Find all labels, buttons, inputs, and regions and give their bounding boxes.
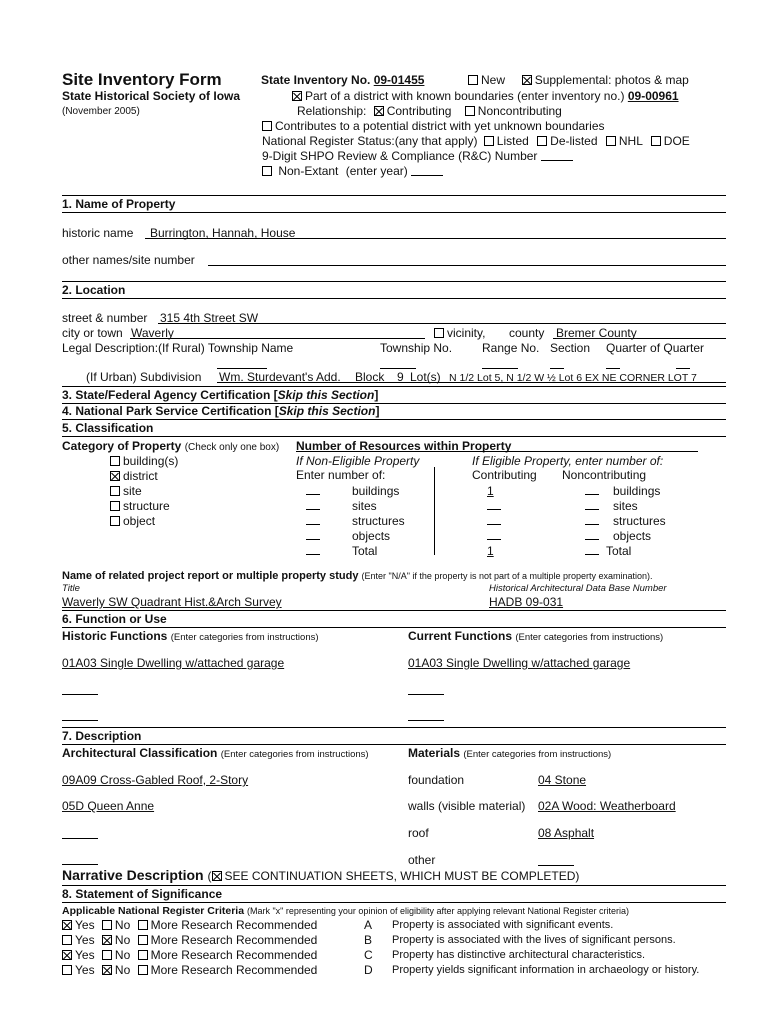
criterion-b-text: Property is associated with the lives of significant persons. (392, 934, 676, 946)
criterion-b-yes-checkbox[interactable] (62, 935, 72, 945)
historic-function-field-2[interactable] (62, 694, 98, 695)
other-material-label: other (408, 853, 436, 867)
criterion-b-row: Yes No More Research Recommended (62, 933, 317, 947)
enter-number-label: Enter number of: (296, 468, 386, 482)
criterion-d-no-checkbox[interactable] (102, 965, 112, 975)
shpo-row: 9-Digit SHPO Review & Compliance (R&C) Number (262, 149, 573, 163)
structure-checkbox[interactable] (110, 501, 120, 511)
township-name-field[interactable] (217, 368, 267, 369)
new-checkbox[interactable] (468, 75, 478, 85)
contributing-total-value[interactable]: 1 (487, 544, 494, 558)
other-names-label: other names/site number (62, 253, 195, 267)
noneligible-buildings-field[interactable] (306, 484, 320, 498)
nc-buildings-label: buildings (613, 484, 661, 498)
arch-class-value-2[interactable]: 05D Queen Anne (62, 799, 155, 813)
criterion-c-letter: C (364, 948, 373, 962)
township-no-label: Township No. (380, 341, 453, 355)
district-part-checkbox[interactable] (292, 91, 302, 101)
noneligible-label: If Non-Eligible Property (296, 454, 420, 468)
category-district[interactable]: district (110, 469, 158, 483)
district-checkbox[interactable] (110, 471, 120, 481)
criterion-c-more-checkbox[interactable] (138, 950, 148, 960)
delisted-checkbox[interactable] (537, 136, 547, 146)
nonextant-row: Non-Extant (enter year) (262, 164, 443, 178)
criterion-c-no-checkbox[interactable] (102, 950, 112, 960)
listed-checkbox[interactable] (484, 136, 494, 146)
district-number[interactable]: 09-00961 (627, 89, 679, 103)
historic-name-label: historic name (62, 226, 134, 240)
category-site[interactable]: site (110, 484, 142, 498)
block-value[interactable]: 9 (397, 370, 404, 384)
arch-class-field-3[interactable] (62, 838, 98, 839)
criterion-d-yes-checkbox[interactable] (62, 965, 72, 975)
contributing-objects-field[interactable] (487, 529, 501, 543)
nr-status-row: National Register Status:(any that apply) Listed De-listed NHL DOE (262, 134, 690, 148)
nc-total-label: Total (606, 544, 632, 558)
site-checkbox[interactable] (110, 486, 120, 496)
noncontributing-col-label: Noncontributing (562, 468, 647, 482)
urban-subdivision-label: (If Urban) Subdivision (86, 370, 202, 384)
foundation-label: foundation (408, 773, 465, 787)
walls-value[interactable]: 02A Wood: Weatherboard (538, 799, 676, 813)
form-date: (November 2005) (62, 106, 140, 117)
resources-heading: Number of Resources within Property (296, 439, 512, 453)
county-value[interactable]: Bremer County (556, 326, 637, 340)
resources-divider (434, 467, 435, 555)
criterion-a-yes-checkbox[interactable] (62, 920, 72, 930)
inventory-number-row (261, 73, 424, 87)
other-material-field[interactable] (538, 865, 574, 866)
street-value[interactable]: 315 4th Street SW (160, 311, 259, 325)
noncontrib-sites-field[interactable] (585, 499, 599, 513)
eligible-label: If Eligible Property, enter number of: (472, 454, 664, 468)
criterion-d-letter: D (364, 963, 373, 977)
related-title-value[interactable]: Waverly SW Quadrant Hist.&Arch Survey (62, 595, 282, 609)
criterion-b-more-checkbox[interactable] (138, 935, 148, 945)
quarter-field[interactable] (606, 368, 620, 369)
resource-buildings-label: buildings (352, 484, 400, 498)
walls-label: walls (visible material) (408, 799, 526, 813)
noncontrib-total-field[interactable] (585, 544, 599, 558)
noncontrib-buildings-field[interactable] (585, 484, 599, 498)
criterion-d-text: Property yields significant information in archaeology or history. (392, 964, 700, 976)
township-no-field[interactable] (380, 368, 416, 369)
criterion-a-letter: A (364, 918, 373, 932)
legal-description-label: Legal Description:(If Rural) Township Name (62, 341, 294, 355)
form-org: State Historical Society of Iowa (62, 89, 241, 103)
continuation-checkbox[interactable] (212, 871, 222, 881)
resource-sites-label: sites (352, 499, 377, 513)
historic-function-value[interactable]: 01A03 Single Dwelling w/attached garage (62, 656, 285, 670)
resource-objects-label: objects (352, 529, 391, 543)
building-checkbox[interactable] (110, 456, 120, 466)
quarter-label: Quarter of Quarter (606, 341, 705, 355)
section-5-header: 5. Classification (62, 420, 726, 437)
nc-objects-label: objects (613, 529, 652, 543)
resources-underline (296, 451, 698, 452)
range-label: Range No. (482, 341, 540, 355)
roof-value[interactable]: 08 Asphalt (538, 826, 595, 840)
criterion-a-more-checkbox[interactable] (138, 920, 148, 930)
related-title-label: Title (62, 583, 80, 594)
shpo-field[interactable] (541, 149, 573, 161)
current-function-value[interactable]: 01A03 Single Dwelling w/attached garage (408, 656, 631, 670)
vicinity-checkbox[interactable] (434, 328, 444, 338)
doe-checkbox[interactable] (651, 136, 661, 146)
current-function-field-2[interactable] (408, 694, 444, 695)
criterion-a-no-checkbox[interactable] (102, 920, 112, 930)
historic-functions-heading: Historic Functions (Enter categories from instructions) (62, 629, 319, 643)
quarter-of-field[interactable] (676, 368, 690, 369)
resource-structures-label: structures (352, 514, 405, 528)
related-project-heading: Name of related project report or multiple property study (Enter "N/A" if the property is not part of a multiple property examination). (62, 570, 653, 582)
noncontrib-structures-field[interactable] (585, 514, 599, 528)
nc-sites-label: sites (613, 499, 638, 513)
other-names-field[interactable] (208, 265, 726, 266)
new-option[interactable]: New Supplemental: photos & map (468, 73, 689, 87)
foundation-value[interactable]: 04 Stone (538, 773, 587, 787)
vicinity-option[interactable]: vicinity, (434, 326, 485, 340)
category-heading: Category of Property (Check only one box) (62, 439, 280, 453)
section-3-header: 3. State/Federal Agency Certification [Skip this Section] (62, 386, 726, 404)
criterion-c-text: Property has distinctive architectural characteristics. (392, 949, 646, 961)
district-part-row[interactable]: Part of a district with known boundaries (enter inventory no.) 09-00961 (292, 89, 679, 103)
current-functions-heading: Current Functions (Enter categories from instructions) (408, 629, 664, 643)
section-4-header: 4. National Park Service Certification [Skip this Section] (62, 403, 726, 420)
potential-district-row[interactable]: Contributes to a potential district with yet unknown boundaries (262, 119, 605, 133)
nonextant-checkbox[interactable] (262, 166, 272, 176)
historic-function-field-3[interactable] (62, 720, 98, 721)
section-7-header: 7. Description (62, 727, 726, 745)
arch-class-field-4[interactable] (62, 864, 98, 865)
inventory-label: State Inventory No. (261, 73, 371, 87)
section-label: Section (550, 341, 591, 355)
street-label: street & number (62, 311, 148, 325)
contributing-buildings-value[interactable]: 1 (487, 484, 494, 498)
category-object[interactable]: object (110, 514, 155, 528)
relationship-row: Relationship: Contributing Noncontributing (297, 104, 562, 118)
section-field[interactable] (550, 368, 564, 369)
noncontrib-objects-field[interactable] (585, 529, 599, 543)
county-label: county (509, 326, 545, 340)
noneligible-structures-field[interactable] (306, 514, 320, 528)
city-label: city or town (62, 326, 123, 340)
section-8-header: 8. Statement of Significance (62, 885, 726, 903)
category-building[interactable]: building(s) (110, 454, 178, 468)
criterion-d-row: Yes No More Research Recommended (62, 963, 317, 977)
criterion-c-yes-checkbox[interactable] (62, 950, 72, 960)
criterion-b-no-checkbox[interactable] (102, 935, 112, 945)
criteria-heading: Applicable National Register Criteria (Mark "x" representing your opinion of eligibility after applying relevant National Register criteria) (62, 905, 630, 917)
contributing-structures-field[interactable] (487, 514, 501, 528)
range-field[interactable] (482, 368, 518, 369)
supplemental-checkbox[interactable] (522, 75, 532, 85)
category-structure[interactable]: structure (110, 499, 170, 513)
criterion-b-letter: B (364, 933, 373, 947)
section-1-header: 1. Name of Property (62, 195, 726, 213)
noneligible-sites-field[interactable] (306, 499, 320, 513)
object-checkbox[interactable] (110, 516, 120, 526)
section-6-header: 6. Function or Use (62, 610, 726, 628)
nhl-checkbox[interactable] (606, 136, 616, 146)
contributing-col-label: Contributing (472, 468, 537, 482)
city-line (130, 338, 425, 339)
hadb-label: Historical Architectural Data Base Number (489, 583, 667, 594)
block-label: Block (355, 370, 385, 384)
materials-heading: Materials (Enter categories from instructions) (408, 746, 612, 760)
roof-label: roof (408, 826, 429, 840)
contributing-sites-field[interactable] (487, 499, 501, 513)
arch-classification-heading: Architectural Classification (Enter categories from instructions) (62, 746, 369, 760)
subdivision-value[interactable]: Wm. Sturdevant's Add. (219, 370, 341, 384)
inventory-number[interactable]: 09-01455 (373, 73, 425, 87)
noncontributing-checkbox[interactable] (465, 106, 475, 116)
nonextant-year-field[interactable] (411, 164, 443, 176)
criterion-a-row: Yes No More Research Recommended (62, 918, 317, 932)
noneligible-objects-field[interactable] (306, 529, 320, 543)
lots-value[interactable]: N 1/2 Lot 5, N 1/2 W ½ Lot 6 EX NE CORNER LOT 7 (449, 372, 697, 384)
noneligible-total-field[interactable] (306, 544, 320, 558)
lots-label: Lot(s) (410, 370, 441, 384)
nc-structures-label: structures (613, 514, 666, 528)
potential-district-checkbox[interactable] (262, 121, 272, 131)
historic-name-value[interactable]: Burrington, Hannah, House (150, 226, 296, 240)
form-title: Site Inventory Form (62, 70, 222, 89)
section-2-header: 2. Location (62, 281, 726, 299)
hadb-value[interactable]: HADB 09-031 (489, 595, 564, 609)
criterion-c-row: Yes No More Research Recommended (62, 948, 317, 962)
current-function-field-3[interactable] (408, 720, 444, 721)
arch-class-value-1[interactable]: 09A09 Cross-Gabled Roof, 2-Story (62, 773, 249, 787)
city-value[interactable]: Waverly (131, 326, 174, 340)
criterion-d-more-checkbox[interactable] (138, 965, 148, 975)
resource-total-label: Total (352, 544, 378, 558)
criterion-a-text: Property is associated with significant events. (392, 919, 614, 931)
contributing-checkbox[interactable] (374, 106, 384, 116)
narrative-row: Narrative Description ( SEE CONTINUATION SHEETS, WHICH MUST BE COMPLETED) (62, 867, 580, 883)
